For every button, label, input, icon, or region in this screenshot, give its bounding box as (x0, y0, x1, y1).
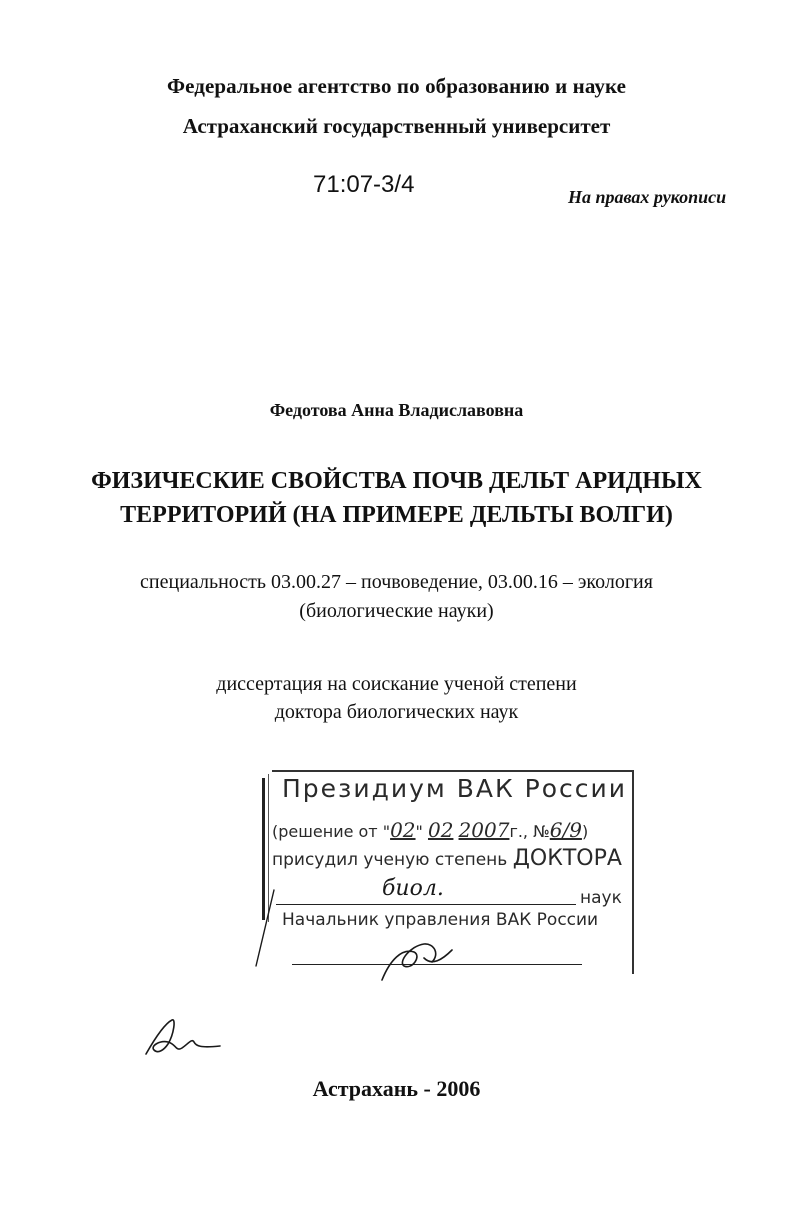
stamp-decision-prefix: (решение от " (272, 822, 391, 841)
stamp-decision-year: 2007 (458, 818, 510, 842)
handwritten-signature (140, 1010, 230, 1070)
specialty-line-2: (биологические науки) (299, 600, 494, 622)
stamp-decision-line (272, 818, 588, 842)
stamp-degree: ДОКТОРА (512, 846, 622, 871)
stamp-border (272, 770, 632, 772)
specialty-line-1: специальность 03.00.27 – почвоведение, 03.00.16 – экология (140, 571, 653, 593)
stamp-slash-mark (252, 888, 282, 968)
rights-note: На правах рукописи (568, 187, 727, 207)
classification-code: 71:07-3/4 (313, 171, 415, 198)
degree-line-1: диссертация на соискание ученой степени (216, 673, 577, 695)
stamp-border (632, 770, 634, 974)
stamp-decision-number-label: г., № (509, 822, 550, 841)
stamp-decision-close: ) (581, 822, 589, 841)
dissertation-title-line-1: ФИЗИЧЕСКИЕ СВОЙСТВА ПОЧВ ДЕЛЬТ АРИДНЫХ (91, 468, 702, 494)
stamp-awarded-prefix: присудил ученую степень (272, 850, 508, 870)
agency-name: Федеральное агентство по образованию и науке (166, 74, 627, 98)
stamp-decision-number: 6/9 (549, 818, 582, 842)
university-name: Астраханский государственный университет (182, 114, 611, 138)
stamp-field-underline (276, 904, 576, 905)
dissertation-title-line-2: ТЕРРИТОРИЙ (НА ПРИМЕРЕ ДЕЛЬТЫ ВОЛГИ) (120, 502, 673, 528)
stamp-decision-month: 02 (427, 818, 454, 842)
city-year: Астрахань - 2006 (312, 1076, 481, 1101)
stamp-head-title: Начальник управления ВАК России (282, 910, 599, 930)
stamp-field-suffix: наук (580, 888, 622, 908)
stamp-field-handwritten: биол. (382, 876, 444, 901)
stamp-title: Президиум ВАК России (282, 774, 628, 803)
degree-line-2: доктора биологических наук (274, 701, 519, 723)
stamp-signature (362, 930, 472, 990)
author-name: Федотова Анна Владиславовна (269, 400, 524, 420)
stamp-decision-quote: " (415, 822, 423, 841)
stamp-awarded-line (272, 846, 622, 871)
vak-stamp (262, 770, 638, 970)
stamp-decision-day: 02 (390, 818, 416, 842)
